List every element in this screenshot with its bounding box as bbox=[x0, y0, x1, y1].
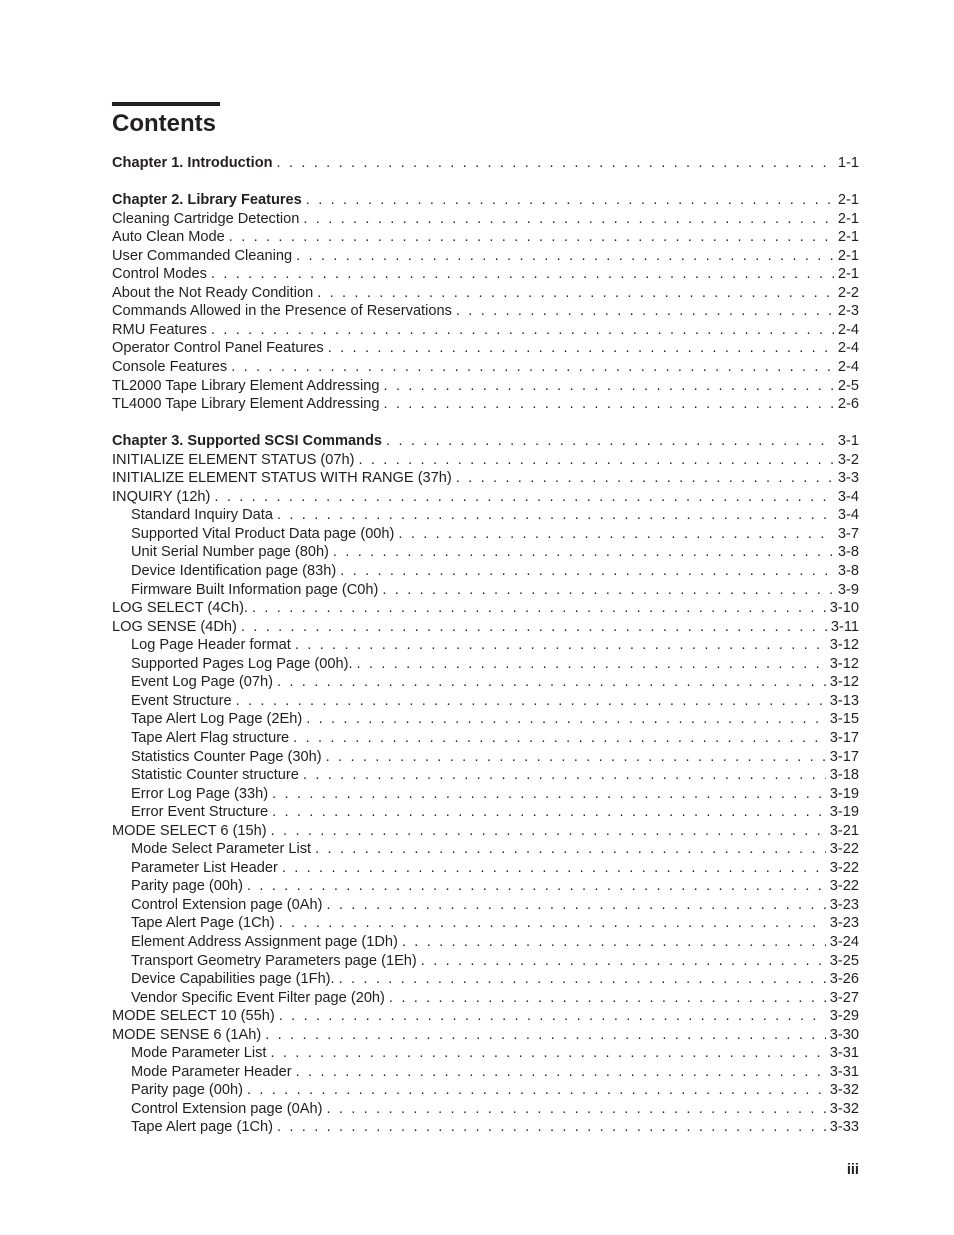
toc-entry-page: 2-1 bbox=[837, 266, 859, 283]
toc-entry-page: 2-5 bbox=[837, 377, 859, 394]
toc-entry-page: 3-10 bbox=[829, 600, 859, 617]
toc-entry[interactable] bbox=[112, 1063, 859, 1082]
toc-entry-title: Supported Pages Log Page (00h). bbox=[131, 655, 353, 672]
toc-entry-page: 2-4 bbox=[837, 359, 859, 376]
toc-entry-title: Parity page (00h) bbox=[131, 1082, 243, 1099]
toc-entry-title: MODE SENSE 6 (1Ah) bbox=[112, 1026, 262, 1043]
toc-entry-title: Parity page (00h) bbox=[131, 878, 243, 895]
dot-leader bbox=[339, 970, 826, 989]
toc-entry-page: 3-22 bbox=[829, 859, 859, 876]
toc-entry[interactable] bbox=[112, 1081, 859, 1100]
dot-leader bbox=[282, 859, 826, 878]
toc-entry-title: Tape Alert page (1Ch) bbox=[131, 1119, 273, 1136]
toc-entry-page: 3-3 bbox=[837, 470, 859, 487]
toc-entry-page: 3-12 bbox=[829, 674, 859, 691]
toc-entry[interactable] bbox=[112, 748, 859, 767]
dot-leader bbox=[270, 1044, 825, 1063]
toc-entry-title: User Commanded Cleaning bbox=[112, 247, 293, 264]
toc-entry-title: Chapter 3. Supported SCSI Commands bbox=[112, 433, 383, 450]
dot-leader bbox=[326, 1100, 825, 1119]
page-title: Contents bbox=[112, 110, 216, 137]
dot-leader bbox=[357, 655, 826, 674]
dot-leader bbox=[402, 933, 826, 952]
toc-entry[interactable] bbox=[112, 284, 859, 303]
dot-leader bbox=[389, 989, 826, 1008]
dot-leader bbox=[421, 952, 826, 971]
toc-entry-page: 3-31 bbox=[829, 1045, 859, 1062]
toc-entry[interactable] bbox=[112, 785, 859, 804]
toc-entry-title: Chapter 2. Library Features bbox=[112, 192, 302, 209]
toc-entry-title: Firmware Built Information page (C0h) bbox=[131, 581, 379, 598]
toc-entry-page: 3-9 bbox=[837, 581, 859, 598]
dot-leader bbox=[358, 451, 833, 470]
toc-entry-page: 3-18 bbox=[829, 767, 859, 784]
toc-entry-title: Transport Geometry Parameters page (1Eh) bbox=[131, 952, 417, 969]
toc-entry-page: 3-26 bbox=[829, 971, 859, 988]
toc-chapter-entry[interactable] bbox=[112, 432, 859, 451]
toc-entry[interactable] bbox=[112, 655, 859, 674]
dot-leader bbox=[211, 265, 834, 284]
toc-entry-title: TL2000 Tape Library Element Addressing bbox=[112, 377, 380, 394]
toc-entry-page: 3-12 bbox=[829, 637, 859, 654]
toc-entry-page: 3-8 bbox=[837, 544, 859, 561]
toc-entry-page: 3-7 bbox=[837, 525, 859, 542]
toc-entry-page: 3-4 bbox=[837, 507, 859, 524]
dot-leader bbox=[247, 877, 826, 896]
dot-leader bbox=[211, 321, 834, 340]
dot-leader bbox=[382, 581, 834, 600]
toc-entry[interactable] bbox=[112, 228, 859, 247]
toc-entry-page: 3-13 bbox=[829, 692, 859, 709]
toc-entry-page: 3-19 bbox=[829, 785, 859, 802]
toc-entry-title: Cleaning Cartridge Detection bbox=[112, 210, 300, 227]
toc-entry-page: 3-8 bbox=[837, 563, 859, 580]
toc-entry[interactable] bbox=[112, 581, 859, 600]
toc-entry-page: 3-1 bbox=[837, 433, 859, 450]
toc-entry-title: MODE SELECT 10 (55h) bbox=[112, 1008, 275, 1025]
toc-entry-title: Tape Alert Page (1Ch) bbox=[131, 915, 275, 932]
dot-leader bbox=[272, 803, 826, 822]
dot-leader bbox=[386, 432, 834, 451]
toc-entry[interactable] bbox=[112, 877, 859, 896]
toc-entry-page: 3-27 bbox=[829, 989, 859, 1006]
toc-entry-title: Vendor Specific Event Filter page (20h) bbox=[131, 989, 385, 1006]
toc-entry-title: Mode Parameter Header bbox=[131, 1063, 292, 1080]
toc-entry-title: About the Not Ready Condition bbox=[112, 284, 314, 301]
toc-entry-title: Unit Serial Number page (80h) bbox=[131, 544, 329, 561]
dot-leader bbox=[303, 766, 826, 785]
toc-entry[interactable] bbox=[112, 989, 859, 1008]
toc-entry[interactable] bbox=[112, 822, 859, 841]
dot-leader bbox=[279, 1007, 826, 1026]
toc-entry[interactable] bbox=[112, 766, 859, 785]
dot-leader bbox=[229, 228, 834, 247]
heading-rule bbox=[112, 102, 220, 106]
toc-entry[interactable] bbox=[112, 506, 859, 525]
dot-leader bbox=[277, 154, 834, 173]
toc-chapter-entry[interactable] bbox=[112, 154, 859, 173]
toc-entry[interactable] bbox=[112, 395, 859, 414]
toc-entry-page: 2-1 bbox=[837, 210, 859, 227]
toc-entry-title: Standard Inquiry Data bbox=[131, 507, 273, 524]
dot-leader bbox=[271, 822, 826, 841]
toc-entry[interactable] bbox=[112, 1118, 859, 1137]
dot-leader bbox=[383, 395, 833, 414]
dot-leader bbox=[340, 562, 834, 581]
toc-entry[interactable] bbox=[112, 970, 859, 989]
toc-entry[interactable] bbox=[112, 914, 859, 933]
toc-entry-page: 3-19 bbox=[829, 804, 859, 821]
toc-entry-title: Console Features bbox=[112, 359, 228, 376]
toc-entry-page: 2-1 bbox=[837, 192, 859, 209]
toc-entry-page: 2-4 bbox=[837, 340, 859, 357]
table-of-contents bbox=[112, 154, 859, 1137]
dot-leader bbox=[306, 710, 826, 729]
toc-entry-title: Mode Select Parameter List bbox=[131, 841, 312, 858]
toc-entry[interactable] bbox=[112, 1026, 859, 1045]
toc-entry-title: Statistics Counter Page (30h) bbox=[131, 748, 322, 765]
toc-entry[interactable] bbox=[112, 729, 859, 748]
toc-entry-title: LOG SELECT (4Ch). bbox=[112, 600, 248, 617]
dot-leader bbox=[456, 302, 834, 321]
toc-entry[interactable] bbox=[112, 321, 859, 340]
dot-leader bbox=[293, 729, 826, 748]
toc-entry-page: 3-21 bbox=[829, 822, 859, 839]
toc-entry-title: Parameter List Header bbox=[131, 859, 278, 876]
toc-entry[interactable] bbox=[112, 1100, 859, 1119]
toc-entry-page: 2-2 bbox=[837, 284, 859, 301]
toc-entry[interactable] bbox=[112, 952, 859, 971]
toc-entry[interactable] bbox=[112, 210, 859, 229]
toc-entry[interactable] bbox=[112, 247, 859, 266]
toc-entry-page: 2-1 bbox=[837, 247, 859, 264]
toc-entry[interactable] bbox=[112, 469, 859, 488]
toc-entry-page: 3-22 bbox=[829, 878, 859, 895]
toc-entry-page: 1-1 bbox=[837, 155, 859, 171]
toc-entry-page: 2-4 bbox=[837, 321, 859, 338]
toc-entry-page: 3-31 bbox=[829, 1063, 859, 1080]
toc-entry-page: 3-25 bbox=[829, 952, 859, 969]
toc-entry-title: Operator Control Panel Features bbox=[112, 340, 324, 357]
dot-leader bbox=[214, 488, 833, 507]
toc-entry-title: Chapter 1. Introduction bbox=[112, 155, 273, 171]
toc-entry-title: INITIALIZE ELEMENT STATUS (07h) bbox=[112, 451, 355, 468]
dot-leader bbox=[398, 525, 834, 544]
toc-entry[interactable] bbox=[112, 840, 859, 859]
dot-leader bbox=[231, 358, 834, 377]
toc-entry-page: 3-33 bbox=[829, 1119, 859, 1136]
toc-entry[interactable] bbox=[112, 339, 859, 358]
dot-leader bbox=[328, 339, 834, 358]
toc-entry[interactable] bbox=[112, 859, 859, 878]
toc-entry-page: 3-12 bbox=[829, 655, 859, 672]
toc-entry-page: 2-1 bbox=[837, 229, 859, 246]
toc-entry-title: Supported Vital Product Data page (00h) bbox=[131, 525, 395, 542]
toc-entry-title: Control Extension page (0Ah) bbox=[131, 1100, 323, 1117]
toc-entry[interactable] bbox=[112, 599, 859, 618]
dot-leader bbox=[272, 785, 826, 804]
toc-entry-page: 2-6 bbox=[837, 396, 859, 413]
toc-entry[interactable] bbox=[112, 1007, 859, 1026]
toc-entry-title: Element Address Assignment page (1Dh) bbox=[131, 933, 398, 950]
toc-entry[interactable] bbox=[112, 692, 859, 711]
toc-entry[interactable] bbox=[112, 265, 859, 284]
dot-leader bbox=[383, 377, 833, 396]
dot-leader bbox=[456, 469, 834, 488]
toc-entry-page: 3-23 bbox=[829, 896, 859, 913]
toc-entry-title: Auto Clean Mode bbox=[112, 229, 225, 246]
toc-entry-title: RMU Features bbox=[112, 321, 207, 338]
dot-leader bbox=[252, 599, 826, 618]
dot-leader bbox=[296, 247, 834, 266]
toc-entry[interactable] bbox=[112, 302, 859, 321]
dot-leader bbox=[241, 618, 827, 637]
dot-leader bbox=[277, 1118, 826, 1137]
toc-entry-page: 3-17 bbox=[829, 729, 859, 746]
dot-leader bbox=[333, 543, 834, 562]
toc-entry[interactable] bbox=[112, 451, 859, 470]
dot-leader bbox=[247, 1081, 826, 1100]
dot-leader bbox=[296, 1063, 826, 1082]
toc-entry-page: 3-2 bbox=[837, 451, 859, 468]
toc-entry-title: Event Structure bbox=[131, 692, 232, 709]
toc-chapter-entry[interactable] bbox=[112, 191, 859, 210]
toc-entry-page: 3-29 bbox=[829, 1008, 859, 1025]
toc-entry[interactable] bbox=[112, 803, 859, 822]
toc-entry-page: 3-17 bbox=[829, 748, 859, 765]
toc-entry-page: 3-32 bbox=[829, 1082, 859, 1099]
dot-leader bbox=[277, 506, 834, 525]
toc-entry-title: Device Identification page (83h) bbox=[131, 563, 337, 580]
dot-leader bbox=[326, 748, 826, 767]
toc-entry[interactable] bbox=[112, 618, 859, 637]
toc-entry[interactable] bbox=[112, 525, 859, 544]
toc-entry-title: TL4000 Tape Library Element Addressing bbox=[112, 396, 380, 413]
toc-entry-page: 3-23 bbox=[829, 915, 859, 932]
dot-leader bbox=[315, 840, 826, 859]
toc-entry-title: INITIALIZE ELEMENT STATUS WITH RANGE (37h) bbox=[112, 470, 452, 487]
toc-entry-title: MODE SELECT 6 (15h) bbox=[112, 822, 267, 839]
toc-entry-title: LOG SENSE (4Dh) bbox=[112, 618, 237, 635]
toc-entry-title: Device Capabilities page (1Fh). bbox=[131, 971, 335, 988]
toc-entry[interactable] bbox=[112, 1044, 859, 1063]
toc-entry-page: 3-15 bbox=[829, 711, 859, 728]
toc-entry[interactable] bbox=[112, 933, 859, 952]
toc-entry-title: Event Log Page (07h) bbox=[131, 674, 273, 691]
dot-leader bbox=[303, 210, 834, 229]
toc-entry-page: 3-4 bbox=[837, 488, 859, 505]
toc-entry-title: Log Page Header format bbox=[131, 637, 291, 654]
toc-entry[interactable] bbox=[112, 636, 859, 655]
dot-leader bbox=[295, 636, 826, 655]
toc-entry-page: 2-3 bbox=[837, 303, 859, 320]
toc-entry-title: Error Event Structure bbox=[131, 804, 269, 821]
toc-entry-page: 3-11 bbox=[830, 618, 859, 635]
toc-entry[interactable] bbox=[112, 710, 859, 729]
dot-leader bbox=[265, 1026, 826, 1045]
page-number: iii bbox=[846, 1162, 859, 1178]
dot-leader bbox=[326, 896, 825, 915]
toc-entry-title: Tape Alert Log Page (2Eh) bbox=[131, 711, 303, 728]
toc-entry[interactable] bbox=[112, 562, 859, 581]
toc-entry-title: Mode Parameter List bbox=[131, 1045, 267, 1062]
toc-entry-page: 3-22 bbox=[829, 841, 859, 858]
toc-entry[interactable] bbox=[112, 488, 859, 507]
dot-leader bbox=[236, 692, 826, 711]
toc-entry-title: Commands Allowed in the Presence of Reservations bbox=[112, 303, 452, 320]
toc-entry-page: 3-30 bbox=[829, 1026, 859, 1043]
toc-entry-title: INQUIRY (12h) bbox=[112, 488, 211, 505]
toc-entry-page: 3-24 bbox=[829, 933, 859, 950]
toc-entry[interactable] bbox=[112, 896, 859, 915]
toc-entry-title: Control Modes bbox=[112, 266, 207, 283]
toc-entry-title: Statistic Counter structure bbox=[131, 767, 299, 784]
toc-entry[interactable] bbox=[112, 543, 859, 562]
toc-entry[interactable] bbox=[112, 673, 859, 692]
toc-entry-title: Tape Alert Flag structure bbox=[131, 729, 290, 746]
toc-entry-page: 3-32 bbox=[829, 1100, 859, 1117]
dot-leader bbox=[306, 191, 834, 210]
toc-entry[interactable] bbox=[112, 377, 859, 396]
toc-entry-title: Error Log Page (33h) bbox=[131, 785, 269, 802]
dot-leader bbox=[317, 284, 834, 303]
dot-leader bbox=[279, 914, 826, 933]
toc-entry[interactable] bbox=[112, 358, 859, 377]
toc-entry-title: Control Extension page (0Ah) bbox=[131, 896, 323, 913]
dot-leader bbox=[277, 673, 826, 692]
